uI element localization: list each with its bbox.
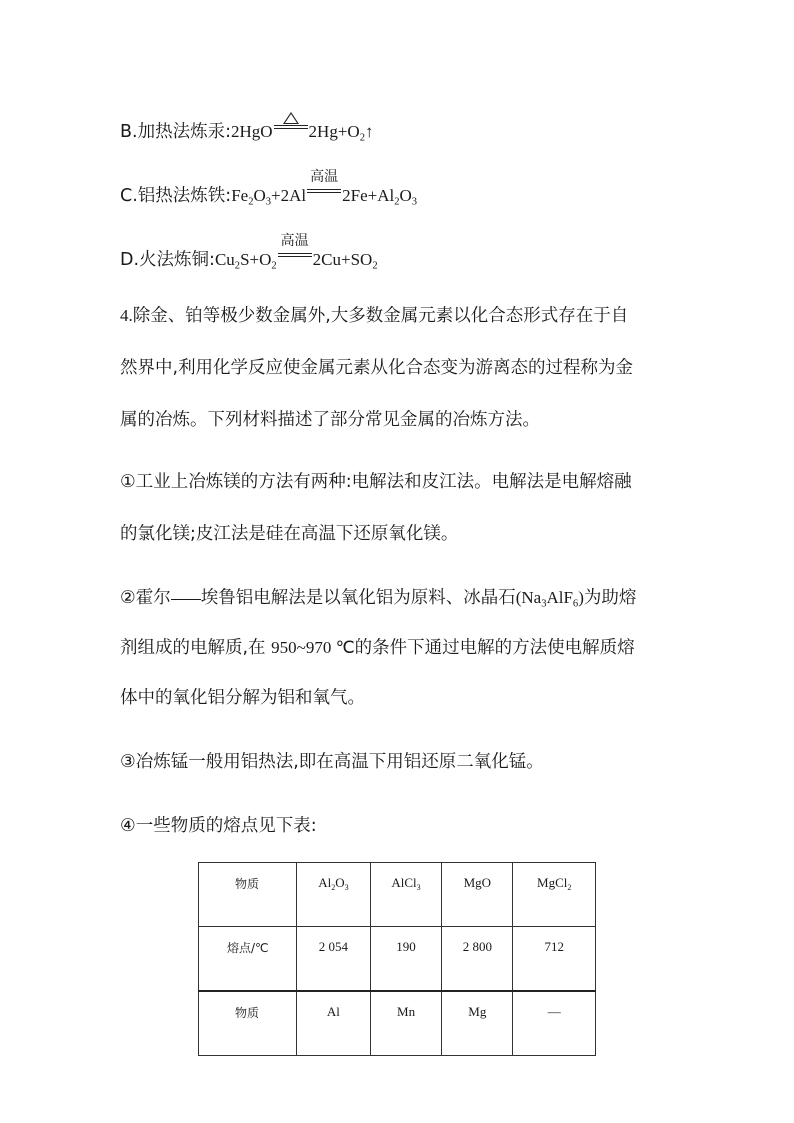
option-c-equation: $Fe_2O_3+2Al$ 高温 $2Fe+Al_2O_3$ — [231, 169, 418, 208]
heat-triangle-icon — [283, 112, 299, 124]
high-temp-condition-sign: 高温 — [278, 251, 312, 261]
question-4-line-3: 属的冶炼。下列材料描述了部分常见金属的冶炼方法。 — [120, 410, 540, 430]
table-cell: MgCl$_2$ — [513, 863, 596, 927]
question-4-line-2: 然界中,利用化学反应使金属元素从化合态变为游离态的过程称为金 — [120, 358, 634, 378]
temperature-range: 950~970 ℃ — [271, 638, 355, 657]
option-b — [120, 118, 373, 143]
item-4: ④一些物质的熔点见下表: — [120, 816, 317, 836]
option-c — [120, 169, 418, 208]
item-marker: ④ — [120, 816, 136, 836]
item-marker: ① — [120, 472, 136, 492]
heat-condition-sign — [274, 123, 308, 133]
option-d-label: 火法炼铜: — [139, 250, 215, 270]
table-cell: 190 — [370, 927, 441, 992]
option-c-label: 铝热法炼铁: — [137, 186, 232, 206]
table-cell: 712 — [513, 927, 596, 992]
dash-blank — [171, 593, 201, 600]
option-d — [120, 233, 378, 272]
table-cell: Al — [297, 991, 371, 1056]
table-cell: 2 800 — [442, 927, 513, 992]
row-header: 熔点/℃ — [199, 927, 297, 992]
option-b-prefix: B. — [120, 122, 138, 142]
row-header: 物质 — [199, 991, 297, 1056]
table-cell: 2 054 — [297, 927, 371, 992]
item-1-line-2: 的氯化镁;皮江法是硅在高温下还原氧化镁。 — [120, 524, 459, 544]
row-header: 物质 — [199, 863, 297, 927]
table-row — [199, 991, 596, 1056]
table-cell: Mg — [442, 991, 513, 1056]
item-3: ③冶炼锰一般用铝热法,即在高温下用铝还原二氧化锰。 — [120, 752, 544, 772]
option-d-equation: $Cu_2S+O_2$ 高温 $2Cu+SO_2$ — [214, 233, 378, 272]
option-d-prefix: D. — [120, 250, 140, 270]
table-cell: Mn — [370, 991, 441, 1056]
item-2-line-3: 体中的氧化铝分解为铝和氧气。 — [120, 688, 365, 708]
table-cell: MgO — [442, 863, 513, 927]
item-2-line-1: ②霍尔 埃鲁铝电解法是以氧化铝为原料、冰晶石$(Na_3AlF_6)$为助熔 — [120, 588, 637, 610]
table-row — [199, 927, 596, 992]
table-cell: AlCl$_3$ — [370, 863, 441, 927]
item-2-line-2: 剂组成的电解质,在 950~970 ℃的条件下通过电解的方法使电解质熔 — [120, 638, 635, 658]
table-cell: $Al_2O_3$ — [297, 863, 371, 927]
question-4-line-1: 4.除金、铂等极少数金属外,大多数金属元素以化合态形式存在于自 — [120, 306, 629, 326]
option-b-label: 加热法炼汞: — [137, 122, 231, 142]
table-row — [199, 863, 596, 927]
item-marker: ② — [120, 588, 136, 608]
melting-point-table — [198, 862, 596, 1056]
option-b-equation: 2HgO $2Hg+O_2↑$ — [231, 122, 373, 141]
high-temp-condition-sign: 高温 — [307, 187, 341, 197]
question-number: 4. — [120, 306, 133, 325]
item-1-line-1: ①工业上冶炼镁的方法有两种:电解法和皮江法。电解法是电解熔融 — [120, 472, 632, 492]
option-c-prefix: C. — [120, 186, 138, 206]
table-cell: — — [513, 991, 596, 1056]
cryolite-formula: $(Na_3AlF_6)$ — [515, 588, 584, 610]
item-marker: ③ — [120, 752, 136, 772]
